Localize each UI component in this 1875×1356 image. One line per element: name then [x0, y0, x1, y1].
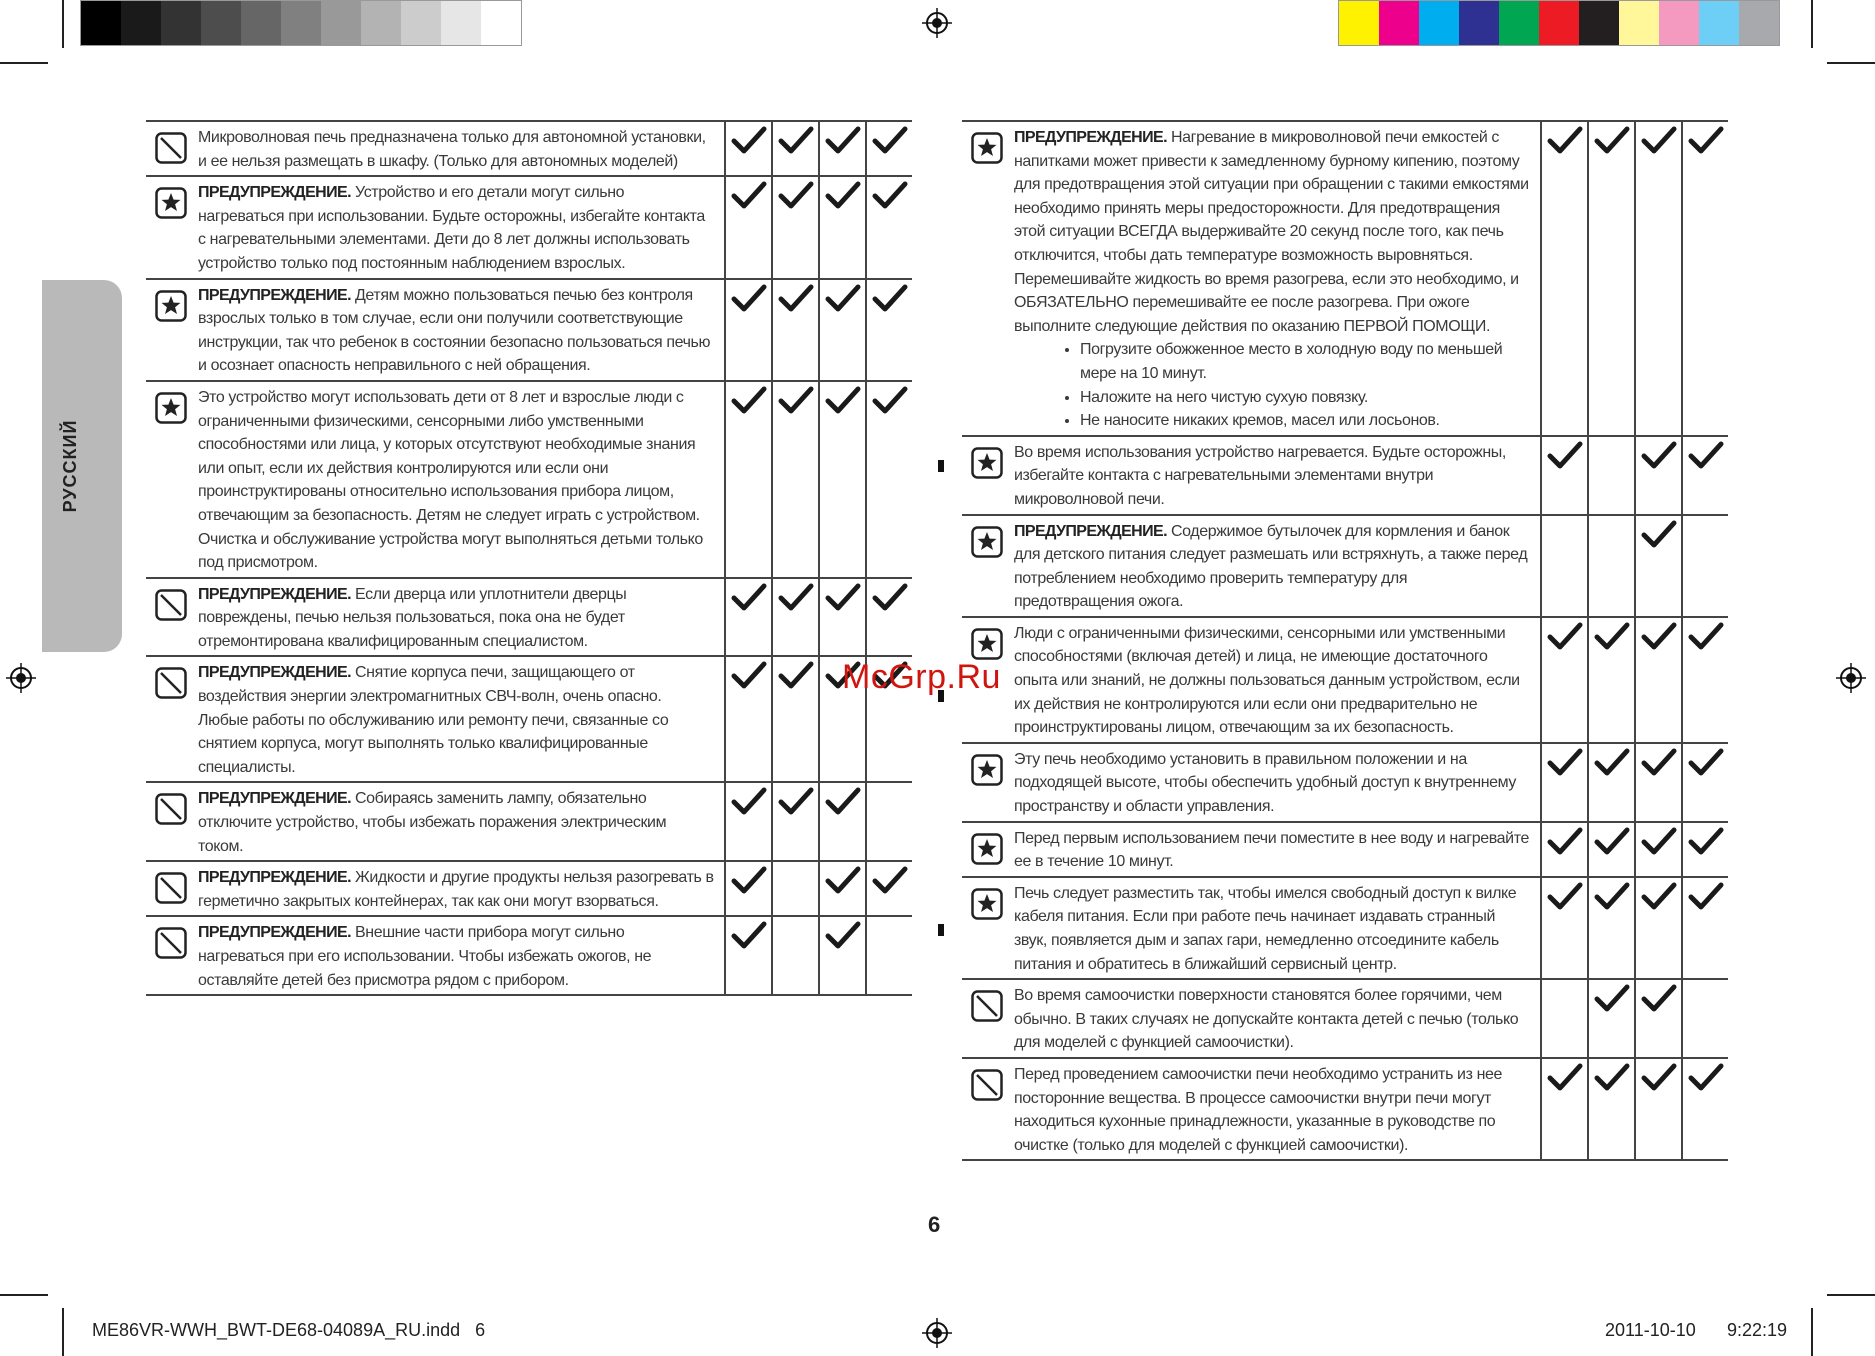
instruction-text [1012, 743, 1541, 822]
list-item: • Не наносите никаких кремов, масел или лосьонов. [1080, 409, 1530, 433]
icon-cell [146, 578, 196, 657]
icon-cell [962, 743, 1012, 822]
footer-date: 2011-10-10 [1605, 1320, 1696, 1340]
check-cell-3 [1635, 121, 1682, 436]
check-cell-3 [819, 279, 866, 381]
warning-label: ПРЕДУПРЕЖДЕНИЕ. [198, 286, 351, 304]
registration-mark-icon [1836, 663, 1866, 693]
color-swatch [1539, 1, 1579, 45]
check-cell-3 [1635, 617, 1682, 743]
check-cell-3 [1635, 1058, 1682, 1160]
checkmark-icon [731, 600, 767, 617]
table-row [962, 743, 1728, 822]
checkmark-icon [731, 301, 767, 318]
table-row [962, 1058, 1728, 1160]
check-cell-3 [819, 782, 866, 861]
check-cell-2 [772, 861, 819, 916]
warning-label: ПРЕДУПРЕЖДЕНИЕ. [198, 184, 351, 202]
checkmark-icon [778, 600, 814, 617]
checkmark-icon [1688, 458, 1724, 475]
instruction-text [1012, 617, 1541, 743]
check-cell-4 [1682, 121, 1728, 436]
icon-cell [962, 877, 1012, 979]
checkmark-icon [825, 143, 861, 160]
checkmark-icon [731, 143, 767, 160]
color-swatch [201, 1, 241, 45]
crop-mark [1827, 1294, 1875, 1296]
list-item: • Наложите на него чистую сухую повязку. [1080, 386, 1530, 410]
divider-mark [938, 460, 944, 472]
table-row [146, 916, 912, 995]
table-row [146, 656, 912, 782]
instruction-body: Микроволновая печь предназначена только для автономной установки, и ее нельзя размещать в шкафу. (Только для автономных моделей) [198, 129, 706, 170]
warning-label: ПРЕДУПРЕЖДЕНИЕ. [1014, 129, 1167, 146]
crop-mark [0, 1294, 48, 1296]
check-cell-4 [866, 121, 912, 176]
left-safety-table [146, 120, 912, 996]
check-cell-3 [819, 176, 866, 278]
checkmark-icon [1641, 844, 1677, 861]
check-cell-4 [866, 578, 912, 657]
color-swatch [1739, 1, 1779, 45]
instruction-body: Детям можно пользоваться печью без контроля взрослых только в том случае, если они получили соответствующие инструкции, так что ребенок в состоянии безопасно пользоваться печью и осознает опасность неправильного с ней обращения. [198, 286, 711, 375]
checkmark-icon [825, 804, 861, 821]
instruction-body: Собираясь заменить лампу, обязательно отключите устройство, чтобы избежать поражения электрическим током. [198, 790, 667, 855]
grayscale-control-bar [80, 0, 522, 46]
icon-cell [146, 916, 196, 995]
icon-cell [962, 822, 1012, 877]
check-cell-2 [1588, 822, 1635, 877]
check-cell-4 [1682, 822, 1728, 877]
star-icon [155, 411, 187, 428]
check-cell-4 [866, 176, 912, 278]
instruction-body: Перед проведением самоочистки печи необходимо устранить из нее посторонние вещества. В процессе самоочистки внутри печи могут находиться кухонные принадлежности, указанные в руководстве по очистке (только для моделей с функцией самоочистки). [1014, 1065, 1503, 1154]
table-row [146, 121, 912, 176]
watermark: McGrp.Ru [842, 658, 1001, 696]
check-cell-3 [819, 121, 866, 176]
checkmark-icon [1641, 458, 1677, 475]
page-number: 6 [928, 1212, 941, 1237]
checkmark-icon [1547, 639, 1583, 656]
check-cell-1 [1541, 617, 1588, 743]
color-swatch [81, 1, 121, 45]
instruction-body: Перед первым использованием печи поместите в нее воду и нагревайте ее в течение 10 минут. [1014, 829, 1529, 871]
check-cell-1 [725, 121, 772, 176]
icon-cell [962, 436, 1012, 515]
icon-cell [146, 121, 196, 176]
checkmark-icon [731, 678, 767, 695]
color-swatch [1379, 1, 1419, 45]
check-cell-2 [772, 121, 819, 176]
checkmark-icon [825, 403, 861, 420]
warning-label: ПРЕДУПРЕЖДЕНИЕ. [198, 790, 351, 808]
list-item: • Погрузите обожженное место в холодную воду по меньшей мере на 10 минут. [1080, 338, 1530, 385]
checkmark-icon [731, 804, 767, 821]
instruction-body: Это устройство могут использовать дети от 8 лет и взрослые люди с ограниченными физическими, сенсорными либо умственными способностями или лица, у которых отсутствуют необходимые знания или опыт, если их действия контролируются или если они проинструктированы относительно использования прибора лицом, отвечающим за безопасность. Детям не следует играть с устройством. Очистка и обслуживание устройства могут выполняться детьми только под присмотром. [198, 388, 703, 572]
checkmark-icon [1688, 844, 1724, 861]
instruction-text [1012, 822, 1541, 877]
registration-mark-icon [6, 663, 36, 693]
color-swatch [1579, 1, 1619, 45]
star-icon [971, 773, 1003, 790]
check-cell-3 [1635, 436, 1682, 515]
instruction-body: Внешние части прибора могут сильно нагреваться при его использовании. Чтобы избежать ожогов, не оставляйте детей без присмотра рядом с прибором. [198, 924, 652, 989]
check-cell-3 [819, 578, 866, 657]
checkmark-icon [778, 678, 814, 695]
check-cell-4 [1682, 743, 1728, 822]
checkmark-icon [731, 403, 767, 420]
table-row [146, 176, 912, 278]
checkmark-icon [1641, 1080, 1677, 1097]
instruction-text [196, 578, 725, 657]
checkmark-icon [1547, 1080, 1583, 1097]
table-row [962, 822, 1728, 877]
check-cell-1 [725, 782, 772, 861]
check-cell-2 [1588, 877, 1635, 979]
checkmark-icon [1688, 899, 1724, 916]
check-cell-3 [1635, 822, 1682, 877]
checkmark-icon [1641, 143, 1677, 160]
check-cell-2 [1588, 515, 1635, 617]
check-cell-2 [1588, 743, 1635, 822]
check-cell-4 [866, 916, 912, 995]
checkmark-icon [1547, 458, 1583, 475]
check-cell-4 [1682, 877, 1728, 979]
instruction-body: Эту печь необходимо установить в правильном положении и на подходящей высоте, чтобы обеспечить удобный доступ к внутреннему пространству и области управления. [1014, 750, 1517, 816]
instruction-body: Снятие корпуса печи, защищающего от воздействия энергии электромагнитных СВЧ-волн, очень опасно. Любые работы по обслуживанию или ремонту печи, связанные со снятием корпуса, могут выполнять только квалифицированные специалисты. [198, 664, 669, 776]
check-cell-1 [725, 861, 772, 916]
check-cell-2 [1588, 617, 1635, 743]
check-cell-4 [1682, 515, 1728, 617]
check-cell-2 [772, 782, 819, 861]
icon-cell [146, 861, 196, 916]
prohibited-icon [155, 608, 187, 625]
color-swatch [1419, 1, 1459, 45]
check-cell-3 [1635, 877, 1682, 979]
star-icon [971, 545, 1003, 562]
check-cell-1 [725, 279, 772, 381]
check-cell-3 [1635, 979, 1682, 1058]
check-cell-1 [1541, 121, 1588, 436]
table-row [146, 861, 912, 916]
check-cell-3 [1635, 743, 1682, 822]
check-cell-3 [819, 381, 866, 578]
language-tab-label: РУССКИЙ [59, 419, 80, 513]
check-cell-2 [772, 381, 819, 578]
checkmark-icon [1641, 899, 1677, 916]
crop-mark [62, 0, 64, 48]
color-swatch [441, 1, 481, 45]
table-row [146, 279, 912, 381]
check-cell-2 [772, 176, 819, 278]
check-cell-4 [866, 279, 912, 381]
checkmark-icon [1547, 143, 1583, 160]
instruction-body: Нагревание в микроволновой печи емкостей с напитками может привести к замедленному бурному кипению, поэтому для предотвращения этой ситуации при обращении с такими емкостями необходимо принять меры предосторожности. Для предотвращения этой ситуации ВСЕГДА выдерживайте 20 секунд после того, как печь отключится, чтобы дать температуре возможность выровняться. Перемешивайте жидкость во время разогрева, если это необходимо, и ОБЯЗАТЕЛЬНО перемешивайте ее после разогрева. При ожоге выполните следующие действия по оказанию ПЕРВОЙ ПОМОЩИ. [1014, 129, 1529, 335]
checkmark-icon [872, 403, 908, 420]
warning-label: ПРЕДУПРЕЖДЕНИЕ. [198, 585, 351, 603]
table-row [962, 121, 1728, 436]
prohibited-icon [155, 946, 187, 963]
color-swatch [121, 1, 161, 45]
color-control-bar [1338, 0, 1780, 46]
star-icon [155, 206, 187, 223]
check-cell-4 [1682, 617, 1728, 743]
instruction-text [1012, 979, 1541, 1058]
crop-mark [1811, 1308, 1813, 1356]
color-swatch [481, 1, 521, 45]
check-cell-3 [1635, 515, 1682, 617]
checkmark-icon [1594, 899, 1630, 916]
prohibited-icon [155, 151, 187, 168]
checkmark-icon [1594, 143, 1630, 160]
prohibited-icon [971, 1088, 1003, 1105]
check-cell-1 [725, 578, 772, 657]
color-swatch [161, 1, 201, 45]
icon-cell [146, 176, 196, 278]
star-icon [971, 151, 1003, 168]
color-swatch [361, 1, 401, 45]
checkmark-icon [1641, 1001, 1677, 1018]
table-row [146, 381, 912, 578]
check-cell-2 [1588, 436, 1635, 515]
checkmark-icon [872, 883, 908, 900]
checkmark-icon [1594, 639, 1630, 656]
color-swatch [241, 1, 281, 45]
instruction-body: Печь следует разместить так, чтобы имелся свободный доступ к вилке кабеля питания. Если при работе печь начинает издавать странный звук, появляется дым и запах гари, немедленно отсоедините кабель питания и обратитесь в ближайший сервисный центр. [1014, 884, 1517, 973]
checkmark-icon [1688, 639, 1724, 656]
checkmark-icon [778, 301, 814, 318]
check-cell-1 [725, 656, 772, 782]
prohibited-icon [155, 891, 187, 908]
check-cell-1 [1541, 1058, 1588, 1160]
instruction-text [196, 656, 725, 782]
icon-cell [962, 979, 1012, 1058]
checkmark-icon [825, 301, 861, 318]
check-cell-1 [725, 916, 772, 995]
checkmark-icon [731, 198, 767, 215]
checkmark-icon [1594, 844, 1630, 861]
prohibited-icon [155, 812, 187, 829]
checkmark-icon [872, 301, 908, 318]
checkmark-icon [778, 804, 814, 821]
icon-cell [146, 279, 196, 381]
instruction-text [1012, 121, 1541, 436]
checkmark-icon [872, 143, 908, 160]
checkmark-icon [872, 600, 908, 617]
star-icon [971, 466, 1003, 483]
checkmark-icon [731, 938, 767, 955]
check-cell-2 [1588, 1058, 1635, 1160]
registration-mark-icon [922, 1318, 952, 1348]
instruction-body: Жидкости и другие продукты нельзя разогревать в герметично закрытых контейнерах, так как они могут взорваться. [198, 869, 714, 910]
table-row [962, 877, 1728, 979]
check-cell-1 [725, 381, 772, 578]
star-icon [971, 907, 1003, 924]
prohibited-icon [971, 1009, 1003, 1026]
first-aid-list [1014, 338, 1530, 432]
checkmark-icon [1547, 844, 1583, 861]
footer-time: 9:22:19 [1727, 1320, 1788, 1340]
crop-mark [0, 62, 48, 64]
checkmark-icon [1594, 1001, 1630, 1018]
icon-cell [146, 782, 196, 861]
instruction-body: Во время использования устройство нагревается. Будьте осторожны, избегайте контакта с нагревательными элементами внутри микроволновой печи. [1014, 443, 1506, 508]
icon-cell [146, 381, 196, 578]
checkmark-icon [1641, 765, 1677, 782]
table-row [146, 782, 912, 861]
prohibited-icon [155, 686, 187, 703]
checkmark-icon [1594, 765, 1630, 782]
check-cell-1 [1541, 743, 1588, 822]
registration-mark-icon [922, 8, 952, 38]
instruction-body: Если дверца или уплотнители дверцы повреждены, печью нельзя пользоваться, пока она не будет отремонтирована квалифицированным специалистом. [198, 585, 627, 650]
instruction-text [196, 381, 725, 578]
instruction-text [196, 279, 725, 381]
check-cell-1 [725, 176, 772, 278]
check-cell-3 [819, 916, 866, 995]
color-swatch [1499, 1, 1539, 45]
color-swatch [401, 1, 441, 45]
warning-label: ПРЕДУПРЕЖДЕНИЕ. [1014, 522, 1167, 540]
check-cell-1 [1541, 436, 1588, 515]
instruction-text [196, 176, 725, 278]
instruction-body: Люди с ограниченными физическими, сенсорными или умственными способностями (включая детей) и лица, не имеющие достаточного опыта или знаний, не должны пользоваться данным устройством, если их действия не контролируются или если они предварительно не проинструктированы лицом, отвечающим за их безопасность. [1014, 624, 1520, 737]
check-cell-4 [1682, 1058, 1728, 1160]
check-cell-3 [819, 861, 866, 916]
language-tab [42, 280, 122, 652]
color-swatch [1699, 1, 1739, 45]
icon-cell [962, 121, 1012, 436]
instruction-text [196, 782, 725, 861]
checkmark-icon [872, 198, 908, 215]
color-swatch [1459, 1, 1499, 45]
table-row [962, 617, 1728, 743]
checkmark-icon [778, 198, 814, 215]
divider-mark [938, 924, 944, 936]
instruction-text [196, 121, 725, 176]
table-row [962, 979, 1728, 1058]
warning-label: ПРЕДУПРЕЖДЕНИЕ. [198, 924, 351, 942]
star-icon [971, 852, 1003, 869]
color-swatch [1339, 1, 1379, 45]
table-row [962, 436, 1728, 515]
crop-mark [1811, 0, 1813, 48]
star-icon [155, 309, 187, 326]
check-cell-1 [1541, 822, 1588, 877]
warning-label: ПРЕДУПРЕЖДЕНИЕ. [198, 869, 351, 887]
instruction-text [196, 861, 725, 916]
check-cell-1 [1541, 877, 1588, 979]
checkmark-icon [1688, 1080, 1724, 1097]
icon-cell [962, 515, 1012, 617]
instruction-text [1012, 877, 1541, 979]
check-cell-4 [1682, 436, 1728, 515]
check-cell-1 [1541, 515, 1588, 617]
checkmark-icon [1594, 1080, 1630, 1097]
color-swatch [1659, 1, 1699, 45]
table-row [962, 515, 1728, 617]
check-cell-4 [866, 861, 912, 916]
instruction-text [1012, 1058, 1541, 1160]
table-row [146, 578, 912, 657]
checkmark-icon [1641, 639, 1677, 656]
checkmark-icon [825, 198, 861, 215]
check-cell-2 [772, 916, 819, 995]
crop-mark [62, 1308, 64, 1356]
check-cell-2 [772, 279, 819, 381]
check-cell-4 [866, 782, 912, 861]
check-cell-2 [772, 656, 819, 782]
checkmark-icon [731, 883, 767, 900]
checkmark-icon [825, 938, 861, 955]
instruction-body: Содержимое бутылочек для кормления и банок для детского питания следует размешать или встряхнуть, а также перед потреблением необходимо проверить температуру для предотвращения ожога. [1014, 522, 1528, 611]
check-cell-1 [1541, 979, 1588, 1058]
checkmark-icon [1547, 765, 1583, 782]
color-swatch [281, 1, 321, 45]
check-cell-2 [1588, 979, 1635, 1058]
footer-filename: ME86VR-WWH_BWT-DE68-04089A_RU.indd 6 [92, 1320, 486, 1340]
checkmark-icon [1547, 899, 1583, 916]
color-swatch [1619, 1, 1659, 45]
warning-label: ПРЕДУПРЕЖДЕНИЕ. [198, 664, 351, 682]
instruction-text [1012, 515, 1541, 617]
icon-cell [146, 656, 196, 782]
check-cell-2 [772, 578, 819, 657]
checkmark-icon [825, 600, 861, 617]
checkmark-icon [778, 143, 814, 160]
checkmark-icon [1688, 765, 1724, 782]
color-swatch [321, 1, 361, 45]
checkmark-icon [778, 403, 814, 420]
instruction-text [196, 916, 725, 995]
right-safety-table [962, 120, 1728, 1161]
checkmark-icon [1688, 143, 1724, 160]
checkmark-icon [1641, 537, 1677, 554]
instruction-body: Устройство и его детали могут сильно нагреваться при использовании. Будьте осторожны, избегайте контакта с нагревательными элементами. Дети до 8 лет должны использовать устройство только под постоянным наблюдением взрослых. [198, 184, 705, 272]
checkmark-icon [825, 883, 861, 900]
check-cell-2 [1588, 121, 1635, 436]
instruction-body: Во время самоочистки поверхности становятся более горячими, чем обычно. В таких случаях не допускайте контакта детей с печью (только для моделей с функцией самоочистки). [1014, 987, 1519, 1052]
icon-cell [962, 1058, 1012, 1160]
check-cell-4 [866, 381, 912, 578]
crop-mark [1827, 62, 1875, 64]
check-cell-4 [1682, 979, 1728, 1058]
instruction-text [1012, 436, 1541, 515]
